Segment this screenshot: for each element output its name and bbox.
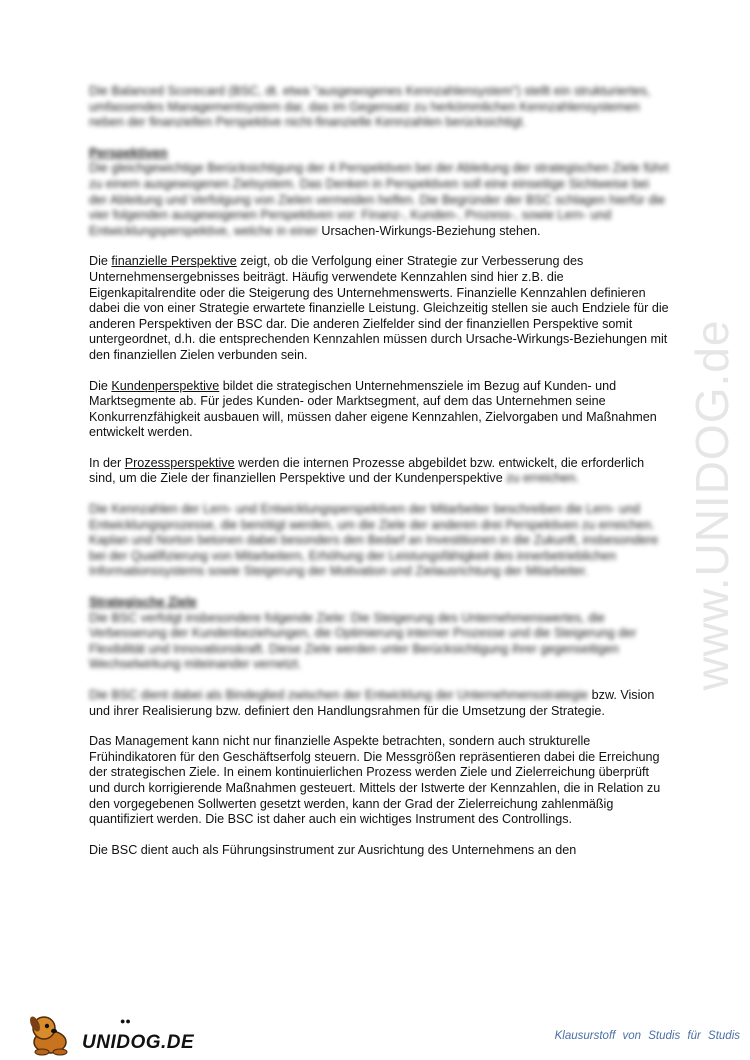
prozess-link[interactable]: Prozessperspektive	[124, 455, 235, 470]
document-body	[89, 84, 669, 873]
prozess-text-blurred: zu erreichen.	[506, 471, 580, 486]
strategische-ziele-text: Die BSC verfolgt insbesondere folgende Ziele: Die Steigerung des Unternehmenswertes, die Verbesserung der Kundenbeziehungen, die Optimierung interner Prozesse und die Steigerung der Flexibilität und Innovationskraft. Diese Ziele werden unter Berücksichtigung ihrer gegenseitigen Wechselwirkung miteinander vernetzt.	[89, 610, 637, 672]
kunden-paragraph	[89, 379, 669, 441]
finanz-text: zeigt, ob die Verfolgung einer Strategie zur Verbesserung des Unternehmensergebnisses beiträgt. Häufig verwendete Kennzahlen sind hier z.B. die Eigenkapitalrendite oder die Steigerung des Unternehmenswerts. Finanzielle Kennzahlen definieren dabei die von einer Strategie erwartete finanzielle Leistung. Gleichzeitig stellen sie auch Endziele für die anderen Perspektiven der BSC dar. Die anderen Zielfelder sind der finanziellen Perspektive somit untergeordnet, d.h. die entsprechenden Kennzahlen müssen durch Ursache-Wirkungs-Beziehungen mit den finanziellen Zielen verbunden sein.	[89, 254, 669, 362]
strategische-ziele-section	[89, 595, 669, 673]
finanz-link[interactable]: finanzielle Perspektive	[111, 254, 237, 269]
watermark-text: www.UNIDOG.de	[686, 319, 738, 691]
perspektiven-text: Ursachen-Wirkungs-Beziehung stehen.	[321, 223, 541, 238]
management-paragraph: Das Management kann nicht nur finanzielle Aspekte betrachten, sondern auch strukturelle Frühindikatoren für den Geschäftserfolg steuern. Die Messgrößen repräsentieren dabei die Erreichung der strategischen Ziele. In einem kontinuierlichen Prozess werden Ziele und Zielerreichung überprüft und durch korrigierende Maßnahmen gesteuert. Mittels der Istwerte der Kennzahlen, die in Relation zu den vorgegebenen Sollwerten gesetzt werden, kann der Grad der Zielerreichung zahlenmäßig quantifiziert werden. Die BSC ist daher auch ein wichtiges Instrument des Controllings.	[89, 734, 661, 827]
prozess-prefix: In der	[89, 455, 125, 470]
bindeglied-text-blurred: Die BSC dient dabei als Bindeglied zwischen der Entwicklung der Unternehmensstrategie	[89, 688, 589, 702]
prozess-text: werden die internen Prozesse abgebildet bzw. entwickelt, die erforderlich sind, um die Ziele der finanziellen Perspektive und der Kundenperspektive	[89, 455, 645, 486]
fuehrung-paragraph: Die BSC dient auch als Führungsinstrument zur Ausrichtung des Unternehmens an den	[89, 842, 577, 857]
footer-tagline: Klausurstoff von Studis für Studis	[554, 1030, 740, 1042]
strategische-ziele-heading: Strategische Ziele	[89, 595, 197, 610]
dog-mascot-icon	[20, 1012, 80, 1056]
intro-paragraph: Die Balanced Scorecard (BSC, dt. etwa "ausgewogenes Kennzahlensystem") stellt ein strukturiertes, umfassendes Managementsystem dar, das im Gegensatz zu herkömmlichen Kennzahlensystemen neben der finanziellen Perspektive nicht-finanzielle Kennzahlen berücksichtigt.	[89, 84, 651, 130]
paw-prints-icon: ●●	[120, 1016, 131, 1026]
logo-text: UNIDOG.DE	[82, 1032, 195, 1053]
perspektiven-text-blurred: Die gleichgewichtige Berücksichtigung der 4 Perspektiven bei der Ableitung der strategischen Ziele führt zu einem ausgewogenen Zielsystem. Das Denken in Perspektiven soll eine einseitige Sichtweise bei der Ableitung und Verfolgung von Zielen vermeiden helfen. Die Begründer der BSC schlagen hierfür die vier folgenden ausgewogenen Perspektiven vor: Finanz-, Kunden-, Prozess-, sowie Lern- und Entwicklungsperspektive, welche in einer	[89, 161, 669, 238]
bindeglied-paragraph	[89, 688, 669, 719]
bindeglied-text: bzw. Vision und ihrer Realisierung bzw. definiert den Handlungsrahmen für die Umsetzung der Strategie.	[89, 688, 655, 718]
kunden-prefix: Die	[89, 378, 112, 393]
finanz-paragraph	[89, 254, 669, 363]
perspektiven-section	[89, 146, 669, 240]
perspektiven-heading: Perspektiven	[89, 145, 168, 160]
prozess-paragraph	[89, 456, 669, 487]
watermark	[672, 270, 750, 740]
kunden-text: bildet die strategischen Unternehmensziele im Bezug auf Kunden- und Marktsegmente ab. Für jedes Kunden- oder Marktsegment, auf dem das Unternehmen seine Konkurrenzfähigkeit ausbauen will, müssen daher eigene Kennzahlen, Zielvorgaben und Maßnahmen entwickelt werden.	[89, 378, 657, 440]
unidog-logo[interactable]	[20, 1012, 195, 1056]
kunden-link[interactable]: Kundenperspektive	[111, 378, 220, 393]
lern-paragraph: Die Kennzahlen der Lern- und Entwicklungsperspektiven der Mitarbeiter beschreiben die Lern- und Entwicklungsprozesse, die benötigt werden, um die Ziele der anderen drei Perspektiven zu erreichen. Kaplan und Norton betonen dabei besonders den Bedarf an Investitionen in die Zukunft, insbesondere bei der Qualifizierung von Mitarbeitern, Erhöhung der Leistungsfähigkeit des innerbetrieblichen Informationssystems sowie Steigerung der Motivation und Zielausrichtung der Mitarbeiter.	[89, 502, 659, 579]
finanz-prefix: Die	[89, 254, 112, 269]
